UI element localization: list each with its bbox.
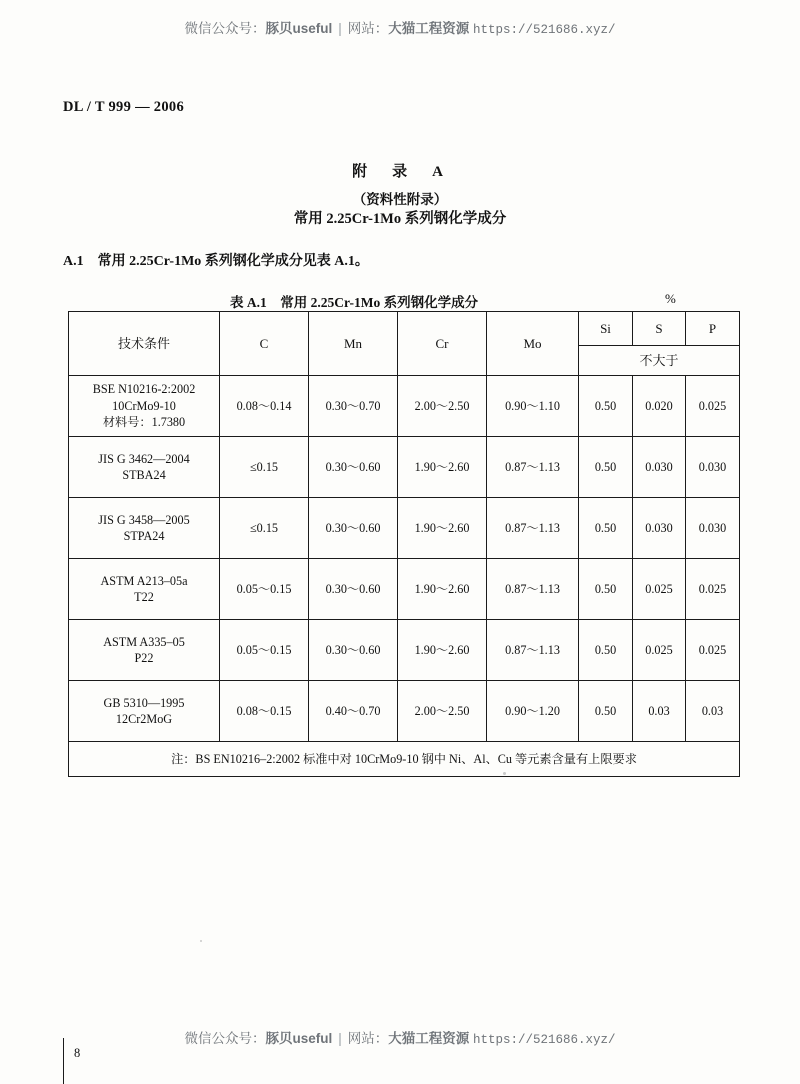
cell-si: 0.50 (579, 681, 633, 742)
cell-mo: 0.87～1.13 (487, 437, 579, 498)
watermark-label: 微信公众号： (184, 1031, 266, 1046)
cell-mo: 0.87～1.13 (487, 559, 579, 620)
cell-mo: 0.90～1.10 (487, 376, 579, 437)
watermark-account-name: 豚贝useful (265, 1031, 333, 1046)
cell-si: 0.50 (579, 559, 633, 620)
cell-condition (69, 376, 220, 437)
table-row (69, 620, 740, 681)
table-note-row (69, 742, 740, 777)
annex-type: （资料性附录） (352, 192, 448, 207)
composition-table (68, 311, 740, 777)
scan-speckle (503, 772, 506, 775)
annex-label: 附 录 A (352, 164, 448, 180)
cell-cr: 1.90～2.60 (398, 498, 487, 559)
header-limit: 不大于 (579, 346, 740, 376)
watermark-label: 微信公众号： (184, 21, 266, 36)
table-header-row-1 (69, 312, 740, 346)
cell-si: 0.50 (579, 437, 633, 498)
condition-line: ASTM A213–05a (100, 573, 188, 588)
cell-c: 0.08～0.15 (220, 681, 309, 742)
condition-line: ASTM A335–05 (103, 634, 185, 649)
header-mo: Mo (487, 312, 579, 376)
watermark-site-label: 网站： (347, 1031, 389, 1046)
cell-mn: 0.40～0.70 (309, 681, 398, 742)
watermark-top (0, 17, 800, 37)
condition-line: STPA24 (123, 529, 165, 543)
watermark-account-name: 豚贝useful (265, 21, 333, 36)
cell-s: 0.030 (633, 498, 686, 559)
condition-line: GB 5310—1995 (103, 695, 185, 710)
condition-line: P22 (134, 651, 154, 665)
cell-s: 0.030 (633, 437, 686, 498)
document-code: DL / T 999 — 2006 (63, 99, 184, 115)
cell-p: 0.025 (686, 559, 740, 620)
cell-mn: 0.30～0.60 (309, 559, 398, 620)
cell-condition (69, 681, 220, 742)
condition-line: 12Cr2MoG (115, 712, 173, 726)
header-c: C (220, 312, 309, 376)
cell-c: 0.08～0.14 (220, 376, 309, 437)
cell-c: 0.05～0.15 (220, 620, 309, 681)
table-row (69, 681, 740, 742)
cell-si: 0.50 (579, 376, 633, 437)
cell-p: 0.03 (686, 681, 740, 742)
cell-s: 0.020 (633, 376, 686, 437)
table-unit: % (665, 291, 676, 306)
condition-line: JIS G 3458—2005 (98, 512, 190, 527)
table-note: 注：BS EN10216–2:2002 标准中对 10CrMo9-10 钢中 Ni、Al、Cu 等元素含量有上限要求 (69, 742, 740, 777)
watermark-url: https://521686.xyz/ (473, 1033, 616, 1047)
table-row (69, 437, 740, 498)
cell-c: ≤0.15 (220, 498, 309, 559)
condition-line: 10CrMo9-10 (112, 398, 176, 413)
cell-mo: 0.87～1.13 (487, 498, 579, 559)
cell-mo: 0.90～1.20 (487, 681, 579, 742)
cell-s: 0.025 (633, 620, 686, 681)
cell-p: 0.025 (686, 376, 740, 437)
cell-p: 0.030 (686, 437, 740, 498)
cell-mn: 0.30～0.60 (309, 498, 398, 559)
cell-s: 0.025 (633, 559, 686, 620)
cell-cr: 1.90～2.60 (398, 437, 487, 498)
watermark-org: 大猫工程资源 (388, 1031, 470, 1046)
header-cr: Cr (398, 312, 487, 376)
condition-line: BSE N10216-2:2002 (92, 382, 196, 397)
page-number: 8 (74, 1046, 81, 1060)
cell-condition (69, 620, 220, 681)
header-si: Si (579, 312, 633, 346)
watermark-separator: | (338, 1031, 342, 1046)
cell-mn: 0.30～0.60 (309, 620, 398, 681)
cell-mn: 0.30～0.70 (309, 376, 398, 437)
scan-speckle (200, 940, 202, 942)
cell-p: 0.030 (686, 498, 740, 559)
cell-si: 0.50 (579, 620, 633, 681)
watermark-separator: | (338, 21, 342, 36)
watermark-org: 大猫工程资源 (388, 21, 470, 36)
cell-cr: 1.90～2.60 (398, 620, 487, 681)
table-row (69, 376, 740, 437)
cell-mo: 0.87～1.13 (487, 620, 579, 681)
table-caption: 表 A.1 常用 2.25Cr-1Mo 系列钢化学成分 (230, 295, 479, 310)
cell-condition (69, 437, 220, 498)
cell-p: 0.025 (686, 620, 740, 681)
condition-line: 材料号：1.7380 (102, 415, 186, 430)
condition-line: T22 (134, 590, 154, 604)
cell-c: ≤0.15 (220, 437, 309, 498)
table-row (69, 498, 740, 559)
cell-c: 0.05～0.15 (220, 559, 309, 620)
condition-line: STBA24 (122, 468, 166, 482)
watermark-site-label: 网站： (347, 21, 389, 36)
condition-line: JIS G 3462—2004 (98, 451, 190, 466)
watermark-url: https://521686.xyz/ (473, 23, 616, 37)
cell-si: 0.50 (579, 498, 633, 559)
cell-cr: 2.00～2.50 (398, 376, 487, 437)
cell-condition (69, 498, 220, 559)
table-row (69, 559, 740, 620)
cell-s: 0.03 (633, 681, 686, 742)
cell-mn: 0.30～0.60 (309, 437, 398, 498)
watermark-bottom (0, 1027, 800, 1047)
header-mn: Mn (309, 312, 398, 376)
clause-a1-text: A.1 常用 2.25Cr-1Mo 系列钢化学成分见表 A.1。 (63, 254, 369, 269)
header-p: P (686, 312, 740, 346)
composition-table-wrapper (68, 311, 727, 777)
header-condition: 技术条件 (69, 312, 220, 376)
cell-condition (69, 559, 220, 620)
header-s: S (633, 312, 686, 346)
cell-cr: 1.90～2.60 (398, 559, 487, 620)
cell-cr: 2.00～2.50 (398, 681, 487, 742)
annex-name: 常用 2.25Cr-1Mo 系列钢化学成分 (293, 211, 507, 227)
